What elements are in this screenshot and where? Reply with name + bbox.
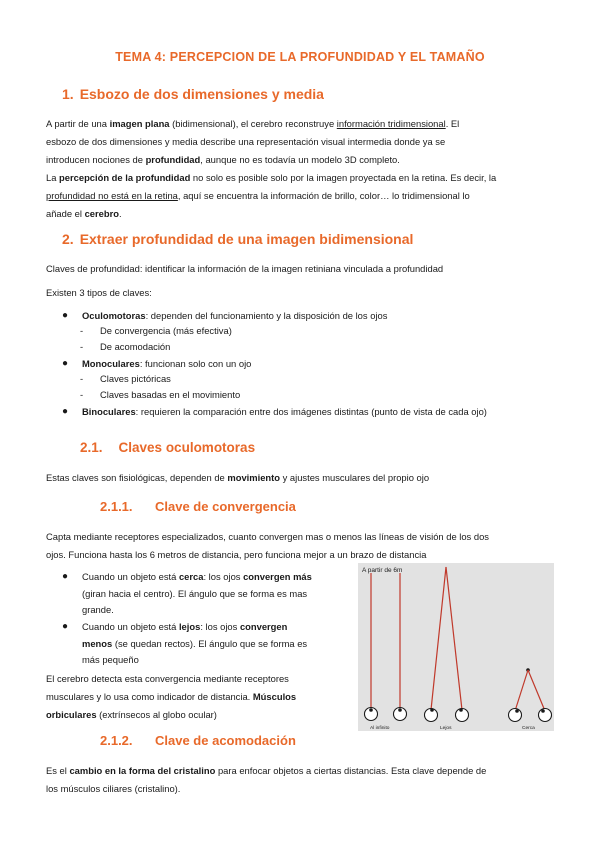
text-run: añade el <box>46 208 85 219</box>
figure-label-infinito: Al infinito <box>370 726 390 731</box>
figure-top-label: A partir de 6m <box>362 567 403 574</box>
text-line: Existen 3 tipos de claves: <box>46 287 152 298</box>
text-run: (extrínsecos al globo ocular) <box>96 709 217 720</box>
section-2-1-2-heading <box>100 733 296 748</box>
section-2-title: Extraer profundidad de una imagen bidimensional <box>79 231 414 247</box>
pupil-icon <box>515 709 519 713</box>
bold-run: cerebro <box>84 208 119 219</box>
text-run: para enfocar objetos a ciertas distancias. Esta clave depende de <box>215 765 487 776</box>
bold-run: profundidad <box>145 154 201 165</box>
section-2-1-2-title: Clave de acomodación <box>155 733 296 748</box>
text-line: El cerebro detecta esta convergencia mediante receptores <box>46 673 289 684</box>
sight-line <box>431 567 446 710</box>
text-run: : requieren la comparación entre dos imágenes distintas (punto de vista de cada ojo) <box>135 406 487 417</box>
section-2-paragraph-2 <box>46 284 556 302</box>
section-2-1-2-paragraph <box>46 762 556 798</box>
section-2-heading <box>62 231 413 247</box>
section-2-1-number: 2.1. <box>80 440 103 455</box>
section-1-title: Esbozo de dos dimensiones y media <box>79 86 324 102</box>
sight-line <box>528 670 545 711</box>
document-title: TEMA 4: PERCEPCION DE LA PROFUNDIDAD Y EL TAMAÑO <box>115 50 485 64</box>
section-2-number: 2. <box>62 231 74 247</box>
text-line: más pequeño <box>82 654 139 665</box>
section-2-1-1-paragraph-2 <box>46 670 356 724</box>
text-run: . El <box>445 118 460 129</box>
pupil-icon <box>430 708 434 712</box>
text-run: : los ojos <box>203 571 244 582</box>
text-run: La <box>46 172 60 183</box>
convergence-diagram <box>358 563 554 731</box>
section-2-1-paragraph <box>46 469 556 487</box>
bullet-icon: ● <box>62 406 69 417</box>
text-run: (se quedan rectos). El ángulo que se forma es <box>112 637 308 649</box>
eye-icon <box>509 709 522 722</box>
text-run: , aunque no es todavía un modelo 3D completo. <box>200 154 400 165</box>
dash-icon: - <box>80 341 84 352</box>
section-2-1-2-number: 2.1.2. <box>100 733 133 748</box>
text-run: Claves basadas en el movimiento <box>100 389 241 400</box>
figure-label-lejos: Lejos <box>440 726 452 731</box>
section-1-paragraph-2 <box>46 169 556 223</box>
bullet-icon: ● <box>62 621 69 632</box>
sight-line <box>446 567 462 710</box>
pupil-icon <box>541 709 545 713</box>
text-run: Cuando un objeto está <box>82 621 179 632</box>
text-run: musculares y lo usa como indicador de distancia. <box>46 691 253 702</box>
text-run: Claves pictóricas <box>100 373 171 384</box>
text-run: Es el <box>46 765 70 776</box>
bold-run: orbiculares <box>46 709 97 720</box>
bold-run: cerca <box>178 571 204 582</box>
section-2-1-title: Claves oculomotoras <box>118 440 256 455</box>
pupil-icon <box>398 708 402 712</box>
bold-run: lejos <box>178 621 201 632</box>
section-2-1-heading <box>80 440 255 455</box>
bold-run: Músculos <box>252 691 297 702</box>
text-run: Estas claves son fisiológicas, dependen de <box>46 472 228 483</box>
bold-run: Monoculares <box>82 358 140 369</box>
text-run: De acomodación <box>100 341 171 352</box>
underlined-run: información tridimensional <box>336 118 446 129</box>
eye-icon <box>539 709 552 722</box>
section-2-1-1-paragraph-1 <box>46 528 556 564</box>
text-run: De convergencia (más efectiva) <box>100 325 232 336</box>
bold-run: movimiento <box>227 472 280 483</box>
sight-line <box>515 670 528 711</box>
text-run: (bidimensional), el cerebro reconstruye <box>169 118 337 129</box>
text-line: esbozo de dos dimensiones y media describe una representación visual intermedia donde ya se <box>46 136 446 147</box>
dash-icon: - <box>80 389 84 400</box>
bold-run: cambio en la forma del cristalino <box>69 765 216 776</box>
text-run: introducen nociones de <box>46 154 146 165</box>
pupil-icon <box>369 708 373 712</box>
bold-run: percepción de la profundidad <box>59 172 191 183</box>
figure-label-cerca: Cerca <box>522 726 535 731</box>
bold-run: Binoculares <box>82 406 136 417</box>
text-line: ojos. Funciona hasta los 6 metros de distancia, pero funciona mejor a un brazo de distancia <box>46 549 427 560</box>
text-line: (giran hacia el centro). El ángulo que se forma es mas <box>82 587 308 599</box>
section-2-1-1-title: Clave de convergencia <box>155 499 296 514</box>
bullet-icon: ● <box>62 310 69 321</box>
bold-run: convergen <box>239 621 288 632</box>
bold-run: imagen plana <box>109 118 170 129</box>
text-run: A partir de una <box>46 118 110 129</box>
section-2-1-1-number: 2.1.1. <box>100 499 133 514</box>
convergence-figure <box>358 563 554 731</box>
text-line: Claves de profundidad: identificar la información de la imagen retiniana vinculada a profundidad <box>46 263 444 274</box>
text-run: , aquí se encuentra la información de brillo, color… lo tridimensional lo <box>177 190 470 201</box>
section-1-number: 1. <box>62 86 74 102</box>
bold-run: menos <box>82 637 113 649</box>
text-run: y ajustes musculares del propio ojo <box>280 472 430 483</box>
text-line: Capta mediante receptores especializados, cuanto convergen mas o menos las líneas de visión de los dos <box>46 531 489 542</box>
text-line: los músculos ciliares (cristalino). <box>46 783 181 794</box>
bullet-icon: ● <box>62 358 69 369</box>
dash-icon: - <box>80 325 84 336</box>
dash-icon: - <box>80 373 84 384</box>
bullet-icon: ● <box>62 571 69 582</box>
underlined-run: profundidad no está en la retina <box>46 190 178 201</box>
pupil-icon <box>459 708 463 712</box>
text-run: no solo es posible solo por la imagen proyectada en la retina. Es decir, la <box>190 172 497 183</box>
text-run: : dependen del funcionamiento y la disposición de los ojos <box>145 310 388 321</box>
text-run: . <box>118 208 122 219</box>
section-2-paragraph-1 <box>46 260 556 278</box>
section-1-heading <box>62 86 324 102</box>
section-1-paragraph-1 <box>46 115 556 169</box>
text-run: : los ojos <box>200 621 240 632</box>
text-run: : funcionan solo con un ojo <box>139 358 252 369</box>
text-line: grande. <box>82 604 114 615</box>
bold-run: Oculomotoras <box>82 310 146 321</box>
bold-run: convergen más <box>243 571 312 582</box>
text-run: Cuando un objeto está <box>82 571 179 582</box>
section-2-1-1-heading <box>100 499 296 514</box>
